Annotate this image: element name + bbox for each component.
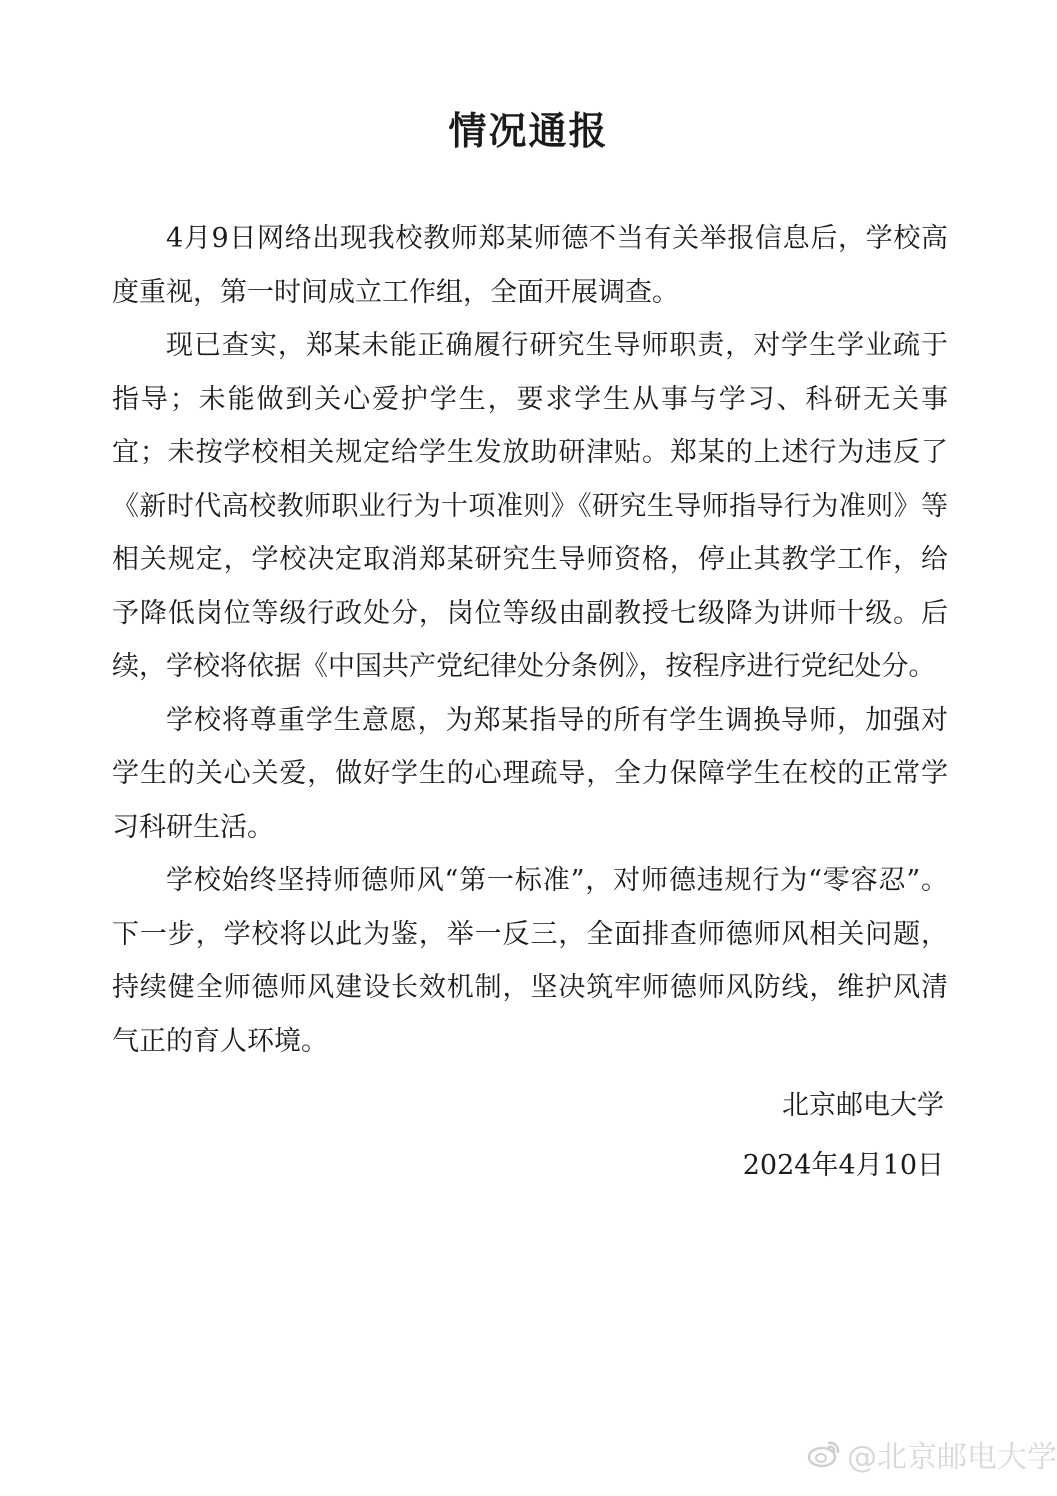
watermark-text: @北京邮电大学	[847, 1440, 1057, 1475]
document-title: 情况通报	[448, 109, 609, 153]
signature-organization: 北京邮电大学	[782, 1090, 944, 1121]
paragraph-4: 学校始终坚持师德师风“第一标准”，对师德违规行为“零容忍”。下一步，学校将以此为鉴，举一反三，全面排查师德师风相关问题，持续健全师德师风建设长效机制，坚决筑牢师德师风防线，维护风清气正的育人环境。	[112, 865, 948, 1057]
weibo-watermark	[807, 1432, 1057, 1476]
signature-block	[743, 1076, 944, 1196]
paragraph-1: 4月9日网络出现我校教师郑某师德不当有关举报信息后，学校高度重视，第一时间成立工作组，全面开展调查。	[112, 223, 948, 308]
document-body	[112, 212, 948, 1068]
paragraph-3: 学校将尊重学生意愿，为郑某指导的所有学生调换导师，加强对学生的关心关爱，做好学生的心理疏导，全力保障学生在校的正常学习科研生活。	[112, 704, 948, 843]
paragraph-2: 现已查实，郑某未能正确履行研究生导师职责，对学生学业疏于指导；未能做到关心爱护学生，要求学生从事与学习、科研无关事宜；未按学校相关规定给学生发放助研津贴。郑某的上述行为违反了《新时代高校教师职业行为十项准则》《研究生导师指导行为准则》等相关规定，学校决定取消郑某研究生导师资格，停止其教学工作，给予降低岗位等级行政处分，岗位等级由副教授七级降为讲师十级。后续，学校将依据《中国共产党纪律处分条例》，按程序进行党纪处分。	[112, 330, 948, 682]
weibo-icon	[807, 1439, 841, 1469]
signature-date: 2024年4月10日	[742, 1150, 944, 1181]
